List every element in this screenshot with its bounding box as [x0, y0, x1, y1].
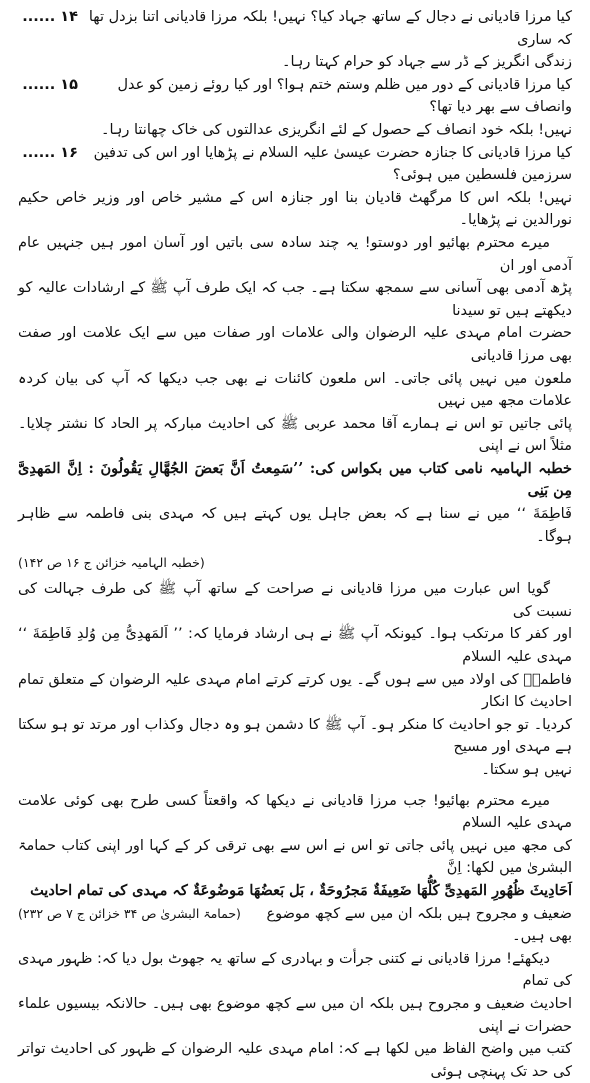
question-15-number: ۱۵ ......	[22, 76, 78, 93]
question-15	[18, 74, 572, 119]
paragraph-1-line-4: ملعون میں نہیں پائی جاتی۔ اس ملعون کائنات نے بھی جب دیکھا کہ آپ کی بیان کردہ علامات مجھ میں نہیں	[18, 370, 572, 410]
paragraph-1	[18, 232, 572, 548]
paragraph-1-line-5: پائی جاتیں تو اس نے ہمارے آقا محمد عربی ﷺ کی احادیث مبارکہ پر الحاد کا نشتر چلایا۔ مثلاً اس نے اپنی	[18, 415, 572, 455]
question-14-line-2: زندگی انگریز کے ڈر سے جہاد کو حرام کہتا رہا۔	[281, 54, 572, 71]
paragraph-1-line-2: پڑھ آدمی بھی آسانی سے سمجھ سکتا ہے۔ جب کہ ایک طرف آپ ﷺ کے ارشادات عالیہ کو دیکھتے ہیں تو سیدنا	[18, 280, 572, 319]
paragraph-1-line-3: حضرت امام مہدی علیہ الرضوان والی علامات اور صفات میں سے ایک علامت اور صفت بھی مرزا قادیانی	[18, 325, 572, 364]
paragraph-4-line-2: احادیث ضعیف و مجروح ہیں بلکہ ان میں سے کچھ موضوع بھی ہیں۔ حالانکہ بیسیوں علماء حضرات نے اپنی	[18, 995, 572, 1035]
question-15-line-1: کیا مرزا قادیانی کے دور میں ظلم وستم ختم ہوا؟ اور کیا روئے زمین کو عدل وانصاف سے بھر دیا تھا؟	[117, 76, 572, 116]
paragraph-2	[18, 578, 572, 781]
paragraph-2-line-2: اور کفر کا مرتکب ہوا۔ کیونکہ آپ ﷺ نے ہی ارشاد فرمایا کہ: ’’ اَلمَهدِىُّ مِن وُلدِ فَاطِمَةَ ‘‘ مہدی علیہ السلام	[18, 626, 572, 666]
paragraph-3-line-3: اَحَادِيثَ ظُهُورِ المَهدِىِّ كُلُّهَا ضَعِيفَةٌ مَجرُوحَةٌ ، بَل بَعضُهَا مَوضُوعَةٌ کہ مہدی کی تمام احادیث	[30, 881, 572, 899]
paragraph-4-line-3: کتب میں واضح الفاظ میں لکھا ہے کہ: امام مہدی علیہ الرضوان کے ظہور کی احادیث تواتر کی حد تک پہنچی ہوئی	[18, 1041, 572, 1080]
question-16	[18, 142, 572, 187]
paragraph-2-line-1: گویا اس عبارت میں مرزا قادیانی نے صراحت کے ساتھ آپ ﷺ کی طرف جہالت کی نسبت کی	[18, 581, 572, 620]
question-16-number: ۱۶ ......	[22, 144, 78, 161]
question-14-line-1: کیا مرزا قادیانی نے دجال کے ساتھ جہاد کیا؟ نہیں! بلکہ مرزا قادیانی اتنا بزدل تھا کہ ساری	[88, 9, 572, 48]
paragraph-3-line-4-row	[18, 903, 572, 948]
question-16-line-2: نہیں! بلکہ اس کا مرگھٹ قادیان بنا اور جنازہ اس کے مشیر خاص اور وزیر خاص حکیم نورالدین نے پڑھایا۔	[18, 189, 572, 229]
paragraph-4-line-1: دیکھئے! مرزا قادیانی نے کتنی جرأت و بہادری کے ساتھ یہ جھوٹ بول دیا کہ: ظہور مہدی کی تمام	[18, 950, 572, 990]
paragraph-3	[18, 790, 572, 948]
question-14	[18, 6, 572, 51]
paragraph-3-line-1: میرے محترم بھائیو! جب مرزا قادیانی نے دیکھا کہ واقعتاً کسی طرح بھی کوئی علامت مہدی علیہ السلام	[18, 792, 572, 832]
question-15-line-2: نہیں! بلکہ خود انصاف کے حصول کے لئے انگریزی عدالتوں کی خاک چھانتا رہا۔	[100, 121, 572, 138]
paragraph-2-line-4: کردیا۔ تو جو احادیث کا منکر ہو۔ آپ ﷺ کا دشمن ہو وہ دجال وکذاب اور مرتد تو ہو سکتا ہے مہدی اور مسیح	[18, 716, 572, 756]
paragraph-1-line-7: فَاطِمَةَ ‘‘ میں نے سنا ہے کہ بعض جاہل یوں کہتے ہیں کہ مہدی بنی فاطمہ سے ظاہر ہوگا۔	[18, 506, 572, 545]
reference-2: (حمامۃ البشریٰ ص ۳۴ خزائن ج ۷ ص ۲۳۲)	[18, 905, 241, 921]
paragraph-2-line-3: فاطمہؓ کی اولاد میں سے ہوں گے۔ یوں کرتے کرتے امام مہدی علیہ الرضوان کے متعلق تمام احادیث کا انکار	[18, 671, 572, 711]
question-14-number: ۱۴ ......	[22, 9, 78, 25]
paragraph-3-line-4: ضعیف و مجروح ہیں بلکہ ان میں سے کچھ موضوع بھی ہیں۔	[266, 905, 572, 945]
paragraph-4	[18, 948, 572, 1083]
paragraph-1-line-1: میرے محترم بھائیو اور دوستو! یہ چند سادہ سی باتیں اور آسان امور ہیں جنہیں عام آدمی اور ان	[18, 234, 572, 274]
paragraph-3-line-2: کی مجھ میں نہیں پائی جاتی تو اس نے اس سے بھی ترقی کر کے کہا اور اپنی کتاب حمامۃ البشریٰ میں لکھا: اِنَّ	[18, 837, 572, 877]
question-16-line-1: کیا مرزا قادیانی کا جنازہ حضرت عیسیٰ علیہ السلام نے پڑھایا اور اس کی تدفین سرزمین فلسطین میں ہوئی؟	[93, 144, 572, 184]
reference-1: (خطبہ الہامیہ خزائن ج ۱۶ ص ۱۴۲)	[18, 555, 205, 571]
paragraph-2-line-5: نہیں ہو سکتا۔	[481, 762, 572, 778]
paragraph-1-line-6: خطبہ الہامیہ نامی کتاب میں بکواس کی: ’’سَمِعتُ اَنَّ بَعضَ الجُهَّالِ يَقُولُونَ : اِنَّ المَهدِىَّ مِن بَنِى	[18, 459, 572, 500]
